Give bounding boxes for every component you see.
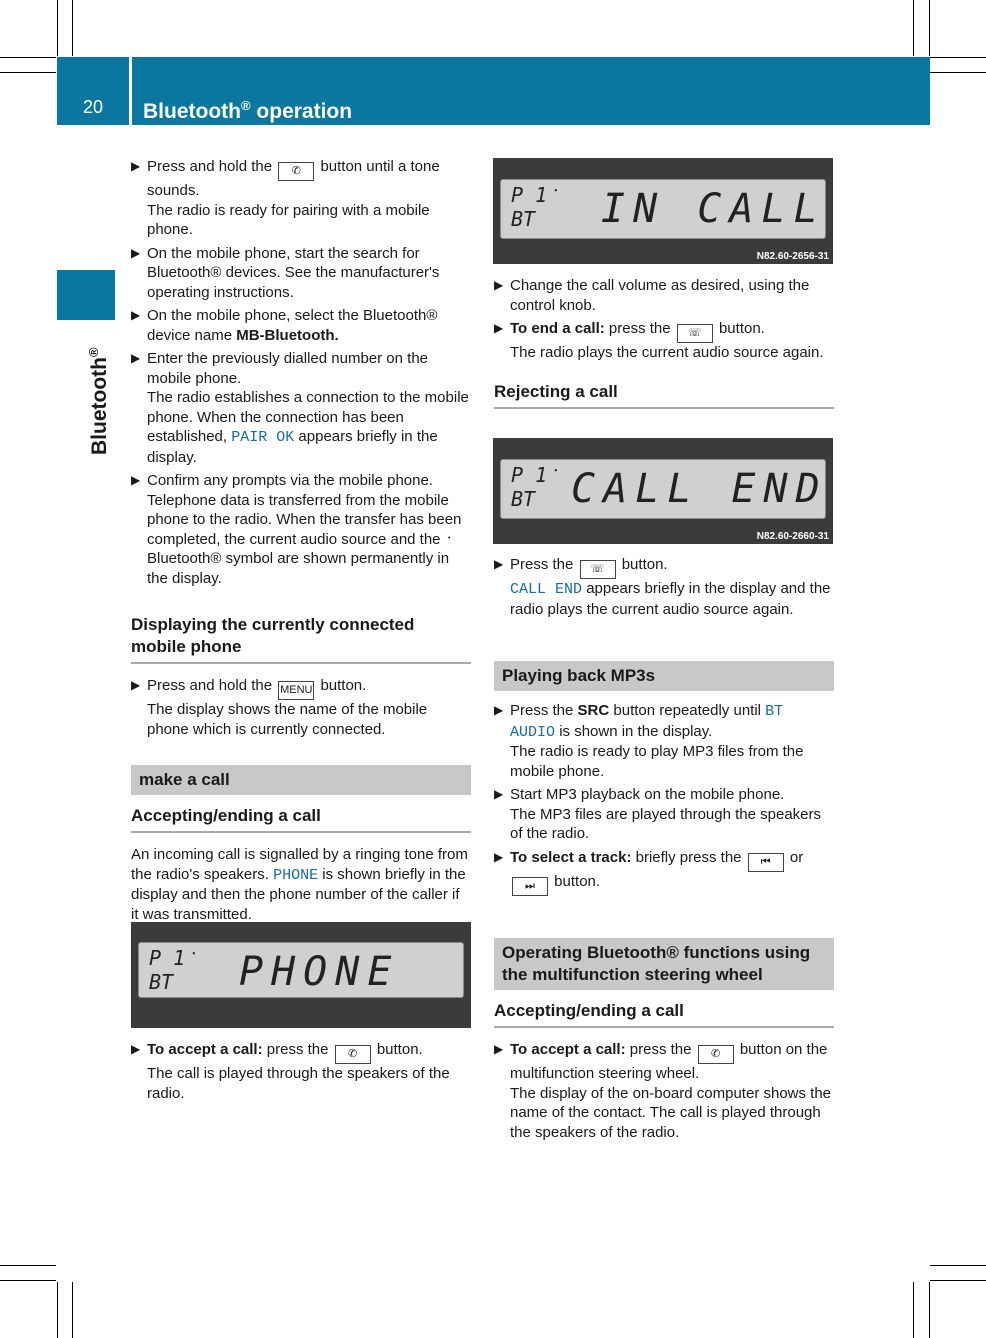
crop-mark [57, 0, 58, 56]
crop-mark [0, 1265, 56, 1266]
section-heading: Accepting/ending a call [494, 1000, 834, 1028]
instruction-item: ▶ To accept a call: press the ✆ button on the multifunction steering wheel. The display of the on-board computer shows the name of the contact. The call is played through the speakers of the radio. [494, 1041, 832, 1141]
instruction-item: ▶ To accept a call: press the ✆ button. The call is played through the speakers of the radio. [131, 1041, 450, 1102]
crop-mark [913, 1282, 914, 1338]
phone-end-icon: ☏ [580, 560, 616, 579]
display-text: PHONE [273, 866, 319, 884]
instruction-item: ▶ To select a track: briefly press the ⏮ or ⏭ button. [494, 848, 834, 896]
skip-forward-icon: ⏭ [512, 877, 548, 896]
crop-mark [930, 57, 986, 58]
page-header [57, 57, 930, 125]
instruction-item: ▶ Press the SRC button repeatedly until BT AUDIO is shown in the display. The radio is ready to play MP3 files from the mobile phone. [494, 702, 804, 780]
arrow-icon: ▶ [131, 159, 141, 173]
gray-section-heading: Operating Bluetooth® functions using the multifunction steering wheel [494, 938, 834, 990]
phone-accept-icon: ✆ [335, 1045, 371, 1064]
crop-mark [929, 1282, 930, 1338]
instruction-item: ▶ Enter the previously dialled number on the mobile phone. The radio establishes a connection to the mobile phone. When the connection has been established, PAIR OK appears briefly in the display. [131, 350, 469, 466]
page-number: 20 [82, 97, 104, 117]
arrow-icon: ▶ [131, 245, 141, 260]
page-title: Bluetooth® operation [143, 98, 353, 123]
crop-mark [913, 0, 914, 56]
crop-mark [929, 0, 930, 56]
arrow-icon: ▶ [494, 703, 504, 717]
crop-mark [930, 1265, 986, 1266]
crop-mark [930, 1280, 986, 1281]
gray-section-heading: make a call [131, 765, 471, 795]
display-text: CALL END [510, 581, 583, 598]
right-column-mid [494, 555, 834, 900]
phone-accept-icon: ✆ [278, 162, 314, 181]
bluetooth-icon: ᛫ [444, 530, 454, 548]
image-code: N82.60-2660-31 [756, 531, 829, 542]
lcd-text: PHONE [239, 949, 400, 995]
arrow-icon: ▶ [131, 308, 141, 322]
image-code: N82.60-2656-31 [756, 251, 829, 262]
arrow-icon: ▶ [494, 557, 504, 571]
instruction-item: ▶ Press and hold the ✆ button until a tone sounds. The radio is ready for pairing with a mobile phone. [131, 158, 440, 238]
instruction-item: ▶ Press the ☏ button. CALL END appears briefly in the display and the radio plays the current audio source again. [494, 556, 831, 618]
phone-accept-icon: ✆ [698, 1045, 734, 1064]
display-text: BT AUDIO [510, 703, 784, 741]
arrow-icon: ▶ [494, 278, 504, 292]
crop-mark [0, 1280, 56, 1281]
section-heading: Accepting/ending a call [131, 805, 471, 833]
skip-back-icon: ⏮ [748, 853, 784, 872]
crop-mark [57, 1282, 58, 1338]
arrow-icon: ▶ [131, 1042, 141, 1056]
radio-display-image: P 1 ᛫ BT PHONE [131, 922, 471, 1028]
instruction-item: ▶ Start MP3 playback on the mobile phone. The MP3 files are played through the speakers of the radio. [494, 786, 822, 842]
arrow-icon: ▶ [494, 1042, 504, 1056]
display-text: PAIR OK [231, 429, 295, 446]
left-column-end [131, 1040, 471, 1107]
instruction-item: ▶ To end a call: press the ☏ button. The radio plays the current audio source again. [494, 320, 824, 361]
instruction-item: ▶ Press and hold the MENU button. The display shows the name of the mobile phone which is currently connected. [131, 677, 428, 738]
bluetooth-icon: ᛫ [551, 184, 561, 201]
crop-mark [930, 72, 986, 73]
radio-display-image: P 1 ᛫ BT CALL END N82.60-2660-31 [493, 438, 833, 544]
section-heading: Displaying the currently connected mobile phone [131, 614, 471, 664]
instruction-item: ▶ On the mobile phone, select the Bluetooth® device name MB-Bluetooth. [131, 307, 438, 344]
right-column-lower [494, 938, 834, 1146]
crop-mark [72, 1282, 73, 1338]
arrow-icon: ▶ [494, 321, 504, 335]
crop-mark [0, 72, 56, 73]
menu-key-icon: MENU [278, 681, 314, 700]
arrow-icon: ▶ [494, 849, 504, 864]
left-column-lower [131, 765, 471, 924]
arrow-icon: ▶ [131, 351, 141, 365]
right-column [494, 276, 834, 421]
lcd-text: CALL END [571, 466, 828, 512]
arrow-icon: ▶ [494, 787, 504, 801]
arrow-icon: ▶ [131, 678, 141, 692]
instruction-item: ▶ Confirm any prompts via the mobile phone. Telephone data is transferred from the mobile phone to the radio. When the transfer has been completed, the current audio source and the ᛫ Bluetooth® symbol are shown permanently in the display. [131, 472, 462, 587]
left-column [131, 157, 471, 743]
section-heading: Rejecting a call [494, 381, 834, 409]
chapter-tab [57, 270, 115, 320]
crop-mark [0, 57, 56, 58]
instruction-item: ▶ On the mobile phone, start the search for Bluetooth® devices. See the manufacturer's operating instructions. [131, 244, 440, 301]
instruction-item: ▶ Change the call volume as desired, using the control knob. [494, 277, 810, 314]
paragraph: An incoming call is signalled by a ringing tone from the radio's speakers. PHONE is shown briefly in the display and then the phone number of the caller if it was transmitted. [131, 846, 468, 923]
gray-section-heading: Playing back MP3s [494, 661, 834, 691]
chapter-label: Bluetooth® [86, 347, 111, 455]
bluetooth-icon: ᛫ [551, 464, 561, 481]
radio-display-image: P 1 ᛫ BT IN CALL N82.60-2656-31 [493, 158, 833, 264]
arrow-icon: ▶ [131, 473, 141, 487]
header-divider [129, 57, 132, 125]
lcd-text: IN CALL [601, 186, 826, 232]
crop-mark [72, 0, 73, 56]
bluetooth-icon: ᛫ [189, 947, 199, 964]
phone-end-icon: ☏ [677, 324, 713, 343]
